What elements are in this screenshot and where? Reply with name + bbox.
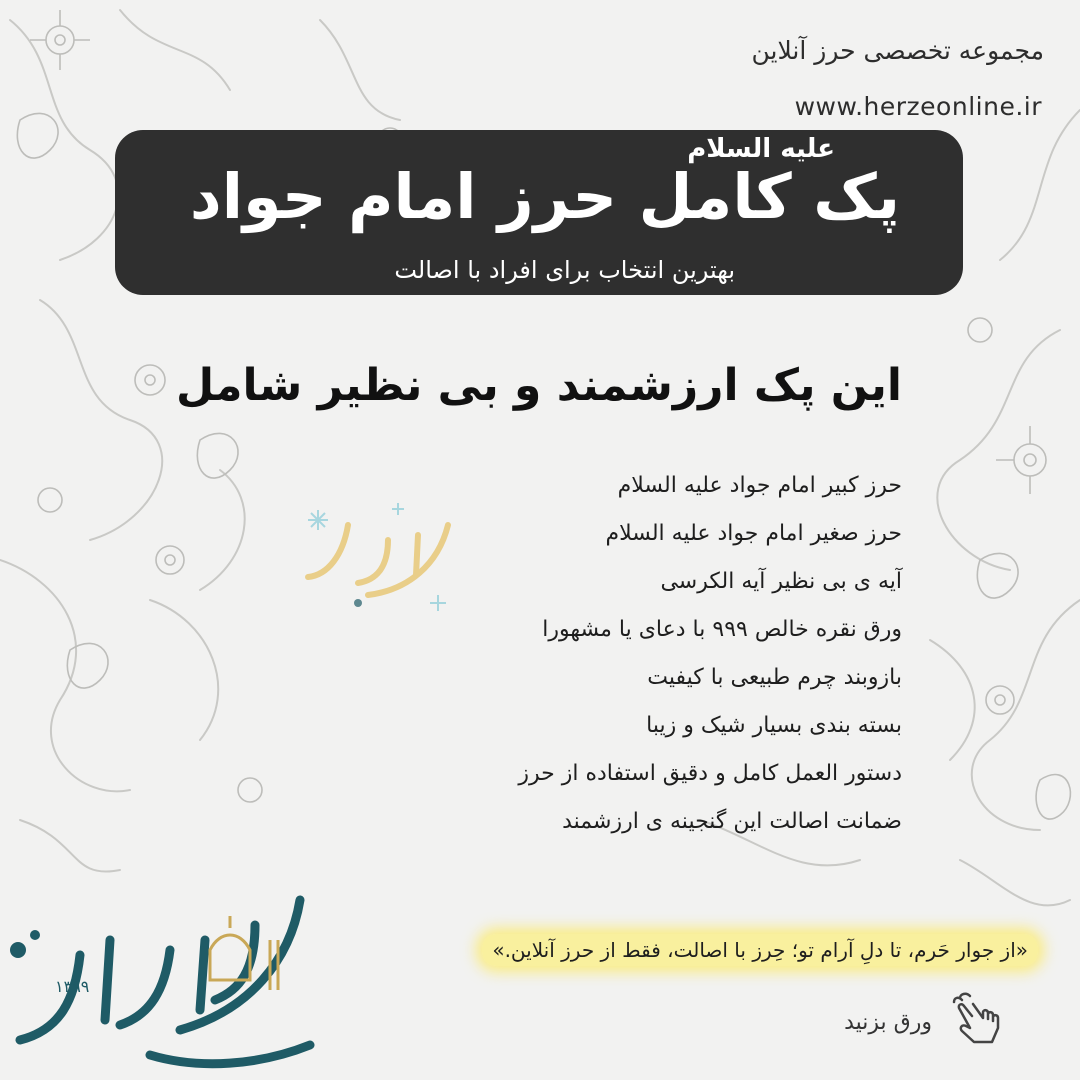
subtitle: بهترین انتخاب برای افراد با اصالت [394,256,735,284]
logo-year: ۱۳۹۹ [55,977,90,996]
brand-logo [0,880,330,1080]
main-title: پک کامل حرز امام جواد [189,160,900,233]
list-item: حرز کبیر امام جواد علیه السلام [617,473,902,498]
website-url[interactable]: www.herzeonline.ir [794,92,1042,121]
hand-pointer-icon[interactable] [948,990,1006,1048]
list-item: دستور العمل کامل و دقیق استفاده از حرز [518,761,902,786]
list-item: آیه ی بی نظیر آیه الکرسی [660,569,902,594]
list-item: بازوبند چرم طبیعی با کیفیت [647,665,902,690]
brand-name: مجموعه تخصصی حرز آنلاین [751,36,1044,65]
list-item: بسته بندی بسیار شیک و زیبا [646,713,902,738]
section-heading: این پک ارزشمند و بی نظیر شامل [176,360,902,411]
list-item: ورق نقره خالص ۹۹۹ با دعای یا مشهورا [542,617,902,642]
slogan-highlight: «از جوار حَرم، تا دلِ آرام تو؛ حِرز با اصالت، فقط از حرز آنلاین.» [482,934,1038,966]
list-item: حرز صغیر امام جواد علیه السلام [605,521,902,546]
list-item: ضمانت اصالت این گنجینه ی ارزشمند [562,809,902,834]
watermark-logo [288,495,468,620]
swipe-label: ورق بزنید [844,1010,932,1035]
honorific-text: علیه السلام [687,134,835,164]
package-items-list [518,466,902,850]
